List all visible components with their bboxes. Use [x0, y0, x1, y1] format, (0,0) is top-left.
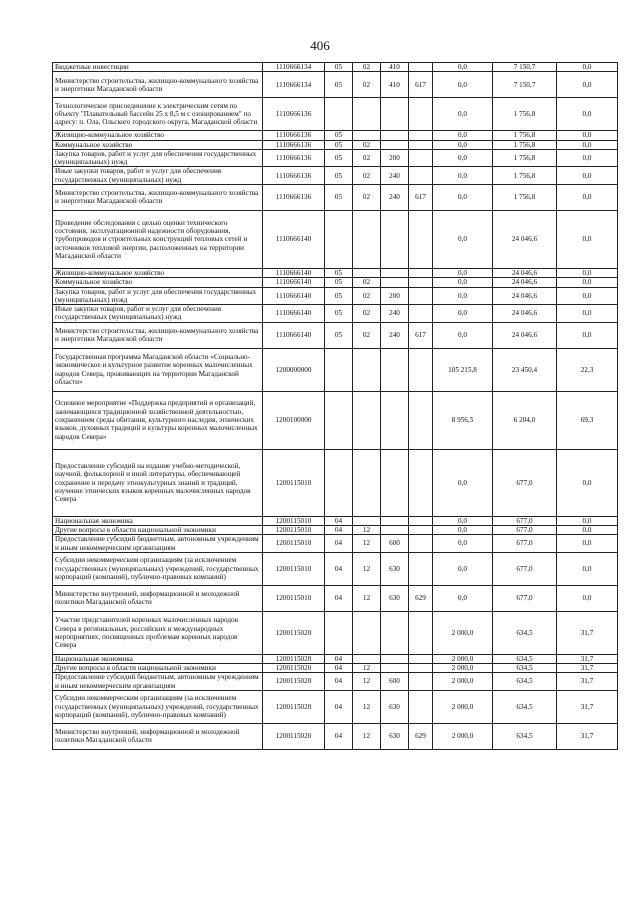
row-name-cell: Национальная экономика [53, 654, 263, 663]
row-expense-type-cell: 630 [381, 690, 409, 723]
row-name-cell: Иные закупки товаров, работ и услуг для обеспечения государственных (муниципальных) нужд [53, 167, 263, 185]
row-percent-cell: 0,0 [557, 63, 618, 72]
row-code-cell: 1110666140 [263, 322, 325, 348]
row-section-cell [325, 98, 353, 131]
row-administrator-cell [409, 305, 433, 323]
row-section-cell: 04 [325, 664, 353, 673]
row-name-cell: Субсидии некоммерческим организациям (за исключением государственных (муниципальных) учреждений, государственных корпораций (компаний), публично-правовых компаний) [53, 552, 263, 585]
row-name-cell: Министерство внутренней, информационной и молодежной политики Магаданской области [53, 723, 263, 749]
row-administrator-cell [409, 552, 433, 585]
row-administrator-cell [409, 287, 433, 305]
row-expense-type-cell: 240 [381, 322, 409, 348]
row-code-cell: 1200115010 [263, 552, 325, 585]
row-administrator-cell: 617 [409, 322, 433, 348]
row-subsection-cell [353, 654, 381, 663]
row-percent-cell: 31,7 [557, 664, 618, 673]
row-code-cell: 1110666134 [263, 72, 325, 98]
row-section-cell: 04 [325, 673, 353, 691]
row-planned-amount-cell: 2 000,0 [433, 673, 493, 691]
row-planned-amount-cell: 0,0 [433, 72, 493, 98]
row-planned-amount-cell: 0,0 [433, 287, 493, 305]
row-percent-cell: 0,0 [557, 268, 618, 277]
row-name-cell: Коммунальное хозяйство [53, 278, 263, 287]
table-row [53, 654, 618, 663]
row-subsection-cell: 02 [353, 140, 381, 149]
row-administrator-cell [409, 278, 433, 287]
row-expense-type-cell [381, 278, 409, 287]
row-administrator-cell [409, 348, 433, 391]
row-administrator-cell [409, 140, 433, 149]
row-administrator-cell [409, 690, 433, 723]
row-executed-amount-cell: 1 756,8 [493, 131, 557, 140]
table-row [53, 322, 618, 348]
row-executed-amount-cell: 7 150,7 [493, 63, 557, 72]
row-name-cell: Министерство строительства, жилищно-коммунального хозяйства и энергетики Магаданской области [53, 72, 263, 98]
row-executed-amount-cell: 24 046,6 [493, 322, 557, 348]
row-expense-type-cell: 630 [381, 552, 409, 585]
row-planned-amount-cell: 0,0 [433, 552, 493, 585]
row-subsection-cell: 12 [353, 525, 381, 534]
row-executed-amount-cell: 1 756,8 [493, 184, 557, 210]
row-code-cell: 1110666136 [263, 184, 325, 210]
row-executed-amount-cell: 677,0 [493, 585, 557, 611]
row-subsection-cell: 02 [353, 184, 381, 210]
row-expense-type-cell [381, 664, 409, 673]
row-planned-amount-cell: 0,0 [433, 98, 493, 131]
row-section-cell: 05 [325, 287, 353, 305]
budget-table [52, 62, 618, 750]
row-executed-amount-cell: 24 046,6 [493, 287, 557, 305]
row-executed-amount-cell: 634,5 [493, 611, 557, 654]
row-planned-amount-cell: 0,0 [433, 535, 493, 553]
row-expense-type-cell [381, 391, 409, 449]
row-code-cell: 1200115010 [263, 525, 325, 534]
row-subsection-cell: 12 [353, 535, 381, 553]
row-percent-cell: 0,0 [557, 167, 618, 185]
table-row [53, 391, 618, 449]
row-percent-cell: 0,0 [557, 525, 618, 534]
row-executed-amount-cell: 677,0 [493, 535, 557, 553]
row-name-cell: Другие вопросы в области национальной экономики [53, 664, 263, 673]
row-section-cell: 04 [325, 585, 353, 611]
row-code-cell: 1200115020 [263, 673, 325, 691]
row-code-cell: 1110666140 [263, 287, 325, 305]
table-row [53, 611, 618, 654]
table-body [53, 63, 618, 750]
row-code-cell: 1200115020 [263, 723, 325, 749]
row-planned-amount-cell: 0,0 [433, 184, 493, 210]
row-code-cell: 1200115020 [263, 611, 325, 654]
row-subsection-cell [353, 516, 381, 525]
row-section-cell [325, 449, 353, 516]
row-subsection-cell [353, 348, 381, 391]
table-row [53, 131, 618, 140]
row-expense-type-cell: 600 [381, 535, 409, 553]
row-expense-type-cell: 240 [381, 167, 409, 185]
row-executed-amount-cell: 677,0 [493, 516, 557, 525]
row-executed-amount-cell: 1 756,8 [493, 167, 557, 185]
row-subsection-cell: 02 [353, 278, 381, 287]
row-percent-cell: 22,3 [557, 348, 618, 391]
row-section-cell: 04 [325, 723, 353, 749]
row-planned-amount-cell: 105 215,8 [433, 348, 493, 391]
row-subsection-cell: 12 [353, 552, 381, 585]
row-planned-amount-cell: 0,0 [433, 167, 493, 185]
row-section-cell: 05 [325, 322, 353, 348]
row-section-cell: 04 [325, 525, 353, 534]
row-administrator-cell: 629 [409, 723, 433, 749]
table-row [53, 673, 618, 691]
row-administrator-cell [409, 525, 433, 534]
row-administrator-cell [409, 131, 433, 140]
row-section-cell: 04 [325, 690, 353, 723]
row-section-cell: 04 [325, 516, 353, 525]
row-expense-type-cell [381, 654, 409, 663]
row-executed-amount-cell: 634,5 [493, 654, 557, 663]
row-administrator-cell [409, 611, 433, 654]
table-row [53, 516, 618, 525]
row-subsection-cell: 02 [353, 167, 381, 185]
row-expense-type-cell: 630 [381, 585, 409, 611]
row-code-cell: 1110666134 [263, 63, 325, 72]
row-code-cell: 1110666140 [263, 210, 325, 268]
row-name-cell: Министерство внутренней, информационной и молодежной политики Магаданской области [53, 585, 263, 611]
row-planned-amount-cell: 0,0 [433, 268, 493, 277]
row-section-cell: 05 [325, 305, 353, 323]
row-name-cell: Министерство строительства, жилищно-коммунального хозяйства и энергетики Магаданской области [53, 322, 263, 348]
row-code-cell: 1110666136 [263, 98, 325, 131]
row-executed-amount-cell: 634,5 [493, 673, 557, 691]
row-executed-amount-cell: 24 046,6 [493, 268, 557, 277]
row-planned-amount-cell: 0,0 [433, 516, 493, 525]
row-section-cell: 05 [325, 63, 353, 72]
row-name-cell: Участие представителей коренных малочисленных народов Севера в региональных, российских и международных мероприятиях, посвященных проблемам коренных народов Севера [53, 611, 263, 654]
table-row [53, 723, 618, 749]
row-percent-cell: 0,0 [557, 287, 618, 305]
row-planned-amount-cell: 0,0 [433, 278, 493, 287]
row-planned-amount-cell: 0,0 [433, 525, 493, 534]
row-percent-cell: 0,0 [557, 149, 618, 167]
row-percent-cell: 31,7 [557, 690, 618, 723]
row-percent-cell: 0,0 [557, 535, 618, 553]
row-code-cell: 1200115020 [263, 654, 325, 663]
table-row [53, 140, 618, 149]
row-subsection-cell: 02 [353, 322, 381, 348]
row-executed-amount-cell: 677,0 [493, 525, 557, 534]
row-section-cell: 05 [325, 268, 353, 277]
row-expense-type-cell: 240 [381, 305, 409, 323]
row-percent-cell: 0,0 [557, 140, 618, 149]
row-administrator-cell [409, 391, 433, 449]
row-name-cell: Министерство строительства, жилищно-коммунального хозяйства и энергетики Магаданской области [53, 184, 263, 210]
table-row [53, 305, 618, 323]
row-subsection-cell: 02 [353, 305, 381, 323]
table-row [53, 287, 618, 305]
row-executed-amount-cell: 7 150,7 [493, 72, 557, 98]
row-percent-cell: 31,7 [557, 654, 618, 663]
row-expense-type-cell [381, 140, 409, 149]
table-row [53, 525, 618, 534]
row-code-cell: 1200115020 [263, 690, 325, 723]
table-row [53, 184, 618, 210]
row-name-cell: Жилищно-коммунальное хозяйство [53, 268, 263, 277]
row-percent-cell: 31,7 [557, 723, 618, 749]
row-section-cell: 05 [325, 140, 353, 149]
row-section-cell: 05 [325, 184, 353, 210]
row-administrator-cell [409, 664, 433, 673]
row-section-cell: 04 [325, 535, 353, 553]
row-section-cell [325, 348, 353, 391]
row-percent-cell: 0,0 [557, 585, 618, 611]
row-subsection-cell [353, 210, 381, 268]
row-subsection-cell: 02 [353, 287, 381, 305]
row-planned-amount-cell: 0,0 [433, 149, 493, 167]
row-executed-amount-cell: 6 204,0 [493, 391, 557, 449]
row-percent-cell: 0,0 [557, 131, 618, 140]
row-executed-amount-cell: 23 450,4 [493, 348, 557, 391]
row-expense-type-cell [381, 611, 409, 654]
row-code-cell: 1200115010 [263, 535, 325, 553]
row-administrator-cell [409, 516, 433, 525]
row-administrator-cell [409, 654, 433, 663]
row-code-cell: 1200100000 [263, 391, 325, 449]
row-percent-cell: 31,7 [557, 673, 618, 691]
row-subsection-cell [353, 391, 381, 449]
row-name-cell: Национальная экономика [53, 516, 263, 525]
row-administrator-cell [409, 63, 433, 72]
row-percent-cell: 0,0 [557, 552, 618, 585]
row-percent-cell: 31,7 [557, 611, 618, 654]
row-subsection-cell [353, 98, 381, 131]
row-name-cell: Бюджетные инвестиции [53, 63, 263, 72]
row-administrator-cell [409, 449, 433, 516]
row-section-cell: 04 [325, 654, 353, 663]
row-name-cell: Государственная программа Магаданской области «Социально-экономическое и культурное развитие коренных малочисленных народов Севера, проживающих на территории Магаданской области» [53, 348, 263, 391]
row-expense-type-cell [381, 348, 409, 391]
row-expense-type-cell: 630 [381, 723, 409, 749]
row-planned-amount-cell: 8 956,5 [433, 391, 493, 449]
row-subsection-cell: 12 [353, 690, 381, 723]
table-row [53, 552, 618, 585]
table-row [53, 268, 618, 277]
row-planned-amount-cell: 0,0 [433, 131, 493, 140]
row-planned-amount-cell: 0,0 [433, 322, 493, 348]
row-percent-cell: 0,0 [557, 210, 618, 268]
row-code-cell: 1110666140 [263, 268, 325, 277]
row-name-cell: Предоставление субсидий бюджетным, автономным учреждениям и иным некоммерческим организациям [53, 673, 263, 691]
row-executed-amount-cell: 634,5 [493, 690, 557, 723]
row-name-cell: Жилищно-коммунальное хозяйство [53, 131, 263, 140]
row-planned-amount-cell: 2 000,0 [433, 654, 493, 663]
row-expense-type-cell: 410 [381, 72, 409, 98]
row-name-cell: Проведение обследования с целью оценки технического состояния, эксплуатационной надежности оборудования, трубопроводов и строительных конструкций тепловых сетей и источников тепловой энергии, расположенных на территории Магаданской области [53, 210, 263, 268]
row-name-cell: Предоставление субсидий на издание учебно-методической, научной, фольклорной и иной литературы, обеспечивающей сохранение и передачу этнокультурных знаний и традиций, изучение этнических языков коренных малочисленных народов Севера [53, 449, 263, 516]
row-percent-cell: 0,0 [557, 516, 618, 525]
row-administrator-cell [409, 98, 433, 131]
row-subsection-cell [353, 449, 381, 516]
row-subsection-cell [353, 268, 381, 277]
row-code-cell: 1110666136 [263, 140, 325, 149]
row-percent-cell: 0,0 [557, 449, 618, 516]
table-row [53, 348, 618, 391]
row-percent-cell: 0,0 [557, 184, 618, 210]
table-row [53, 535, 618, 553]
row-administrator-cell: 617 [409, 72, 433, 98]
page-number: 406 [310, 38, 330, 53]
table-row [53, 167, 618, 185]
row-percent-cell: 0,0 [557, 322, 618, 348]
row-code-cell: 1110666136 [263, 149, 325, 167]
row-code-cell: 1110666140 [263, 305, 325, 323]
row-code-cell: 1110666136 [263, 167, 325, 185]
row-administrator-cell [409, 673, 433, 691]
row-expense-type-cell: 200 [381, 287, 409, 305]
row-code-cell: 1200115010 [263, 585, 325, 611]
row-planned-amount-cell: 2 000,0 [433, 664, 493, 673]
row-planned-amount-cell: 0,0 [433, 63, 493, 72]
row-expense-type-cell [381, 210, 409, 268]
row-planned-amount-cell: 2 000,0 [433, 723, 493, 749]
row-name-cell: Основное мероприятие «Поддержка предприятий и организаций, занимающихся традиционной хозяйственной деятельностью, сохранением среды обитания, культурного наследия, этнических языков, духовных традиций и культуры коренных малочисленных народов Севера» [53, 391, 263, 449]
row-executed-amount-cell: 1 756,8 [493, 149, 557, 167]
row-administrator-cell: 617 [409, 184, 433, 210]
table-row [53, 72, 618, 98]
table-row [53, 210, 618, 268]
table-row [53, 664, 618, 673]
row-expense-type-cell: 600 [381, 673, 409, 691]
row-name-cell: Технологическое присоединение к электрическим сетям по объекту "Плавательный бассейн 25 х 8,5 м с озонированием" по адресу: п. Ола, Ольского городского округа, Магаданской области [53, 98, 263, 131]
row-expense-type-cell [381, 98, 409, 131]
row-subsection-cell: 02 [353, 149, 381, 167]
row-name-cell: Субсидии некоммерческим организациям (за исключением государственных (муниципальных) учреждений, государственных корпораций (компаний), публично-правовых компаний) [53, 690, 263, 723]
row-percent-cell: 0,0 [557, 305, 618, 323]
row-planned-amount-cell: 0,0 [433, 305, 493, 323]
row-planned-amount-cell: 0,0 [433, 210, 493, 268]
row-subsection-cell: 02 [353, 63, 381, 72]
row-section-cell [325, 611, 353, 654]
row-executed-amount-cell: 1 756,8 [493, 140, 557, 149]
row-subsection-cell: 12 [353, 664, 381, 673]
table-row [53, 585, 618, 611]
row-administrator-cell [409, 268, 433, 277]
table-row [53, 449, 618, 516]
row-percent-cell: 0,0 [557, 98, 618, 131]
row-executed-amount-cell: 1 756,8 [493, 98, 557, 131]
row-percent-cell: 0,0 [557, 72, 618, 98]
row-expense-type-cell [381, 525, 409, 534]
row-subsection-cell [353, 131, 381, 140]
row-executed-amount-cell: 634,5 [493, 664, 557, 673]
table-row [53, 98, 618, 131]
row-code-cell: 1200115010 [263, 449, 325, 516]
row-expense-type-cell [381, 131, 409, 140]
row-expense-type-cell [381, 449, 409, 516]
row-code-cell: 1200115010 [263, 516, 325, 525]
row-expense-type-cell: 410 [381, 63, 409, 72]
row-executed-amount-cell: 24 046,6 [493, 210, 557, 268]
row-section-cell: 05 [325, 167, 353, 185]
row-planned-amount-cell: 0,0 [433, 449, 493, 516]
row-name-cell: Закупка товаров, работ и услуг для обеспечения государственных (муниципальных) нужд [53, 149, 263, 167]
row-name-cell: Закупка товаров, работ и услуг для обеспечения государственных (муниципальных) нужд [53, 287, 263, 305]
row-expense-type-cell [381, 516, 409, 525]
row-percent-cell: 69,3 [557, 391, 618, 449]
row-expense-type-cell: 240 [381, 184, 409, 210]
row-name-cell: Предоставление субсидий бюджетным, автономным учреждениям и иным некоммерческим организациям [53, 535, 263, 553]
row-planned-amount-cell: 2 000,0 [433, 690, 493, 723]
row-executed-amount-cell: 24 046,6 [493, 278, 557, 287]
row-administrator-cell: 629 [409, 585, 433, 611]
row-name-cell: Иные закупки товаров, работ и услуг для обеспечения государственных (муниципальных) нужд [53, 305, 263, 323]
row-section-cell [325, 391, 353, 449]
row-subsection-cell: 12 [353, 723, 381, 749]
row-section-cell [325, 210, 353, 268]
table-row [53, 63, 618, 72]
row-executed-amount-cell: 677,0 [493, 449, 557, 516]
row-code-cell: 1200115020 [263, 664, 325, 673]
row-subsection-cell [353, 611, 381, 654]
row-executed-amount-cell: 677,0 [493, 552, 557, 585]
row-subsection-cell: 02 [353, 72, 381, 98]
row-planned-amount-cell: 2 000,0 [433, 611, 493, 654]
row-section-cell: 05 [325, 72, 353, 98]
row-section-cell: 05 [325, 149, 353, 167]
table-row [53, 278, 618, 287]
row-section-cell: 05 [325, 131, 353, 140]
row-expense-type-cell: 200 [381, 149, 409, 167]
row-administrator-cell [409, 535, 433, 553]
row-code-cell: 1110666136 [263, 131, 325, 140]
row-name-cell: Коммунальное хозяйство [53, 140, 263, 149]
row-planned-amount-cell: 0,0 [433, 585, 493, 611]
row-section-cell: 05 [325, 278, 353, 287]
row-subsection-cell: 12 [353, 673, 381, 691]
row-administrator-cell [409, 210, 433, 268]
row-administrator-cell [409, 149, 433, 167]
row-planned-amount-cell: 0,0 [433, 140, 493, 149]
table-row [53, 149, 618, 167]
row-code-cell: 1110666140 [263, 278, 325, 287]
row-code-cell: 1200000000 [263, 348, 325, 391]
row-section-cell: 04 [325, 552, 353, 585]
row-administrator-cell [409, 167, 433, 185]
row-subsection-cell: 12 [353, 585, 381, 611]
row-percent-cell: 0,0 [557, 278, 618, 287]
row-executed-amount-cell: 634,5 [493, 723, 557, 749]
row-expense-type-cell [381, 268, 409, 277]
table-row [53, 690, 618, 723]
row-executed-amount-cell: 24 046,6 [493, 305, 557, 323]
row-name-cell: Другие вопросы в области национальной экономики [53, 525, 263, 534]
